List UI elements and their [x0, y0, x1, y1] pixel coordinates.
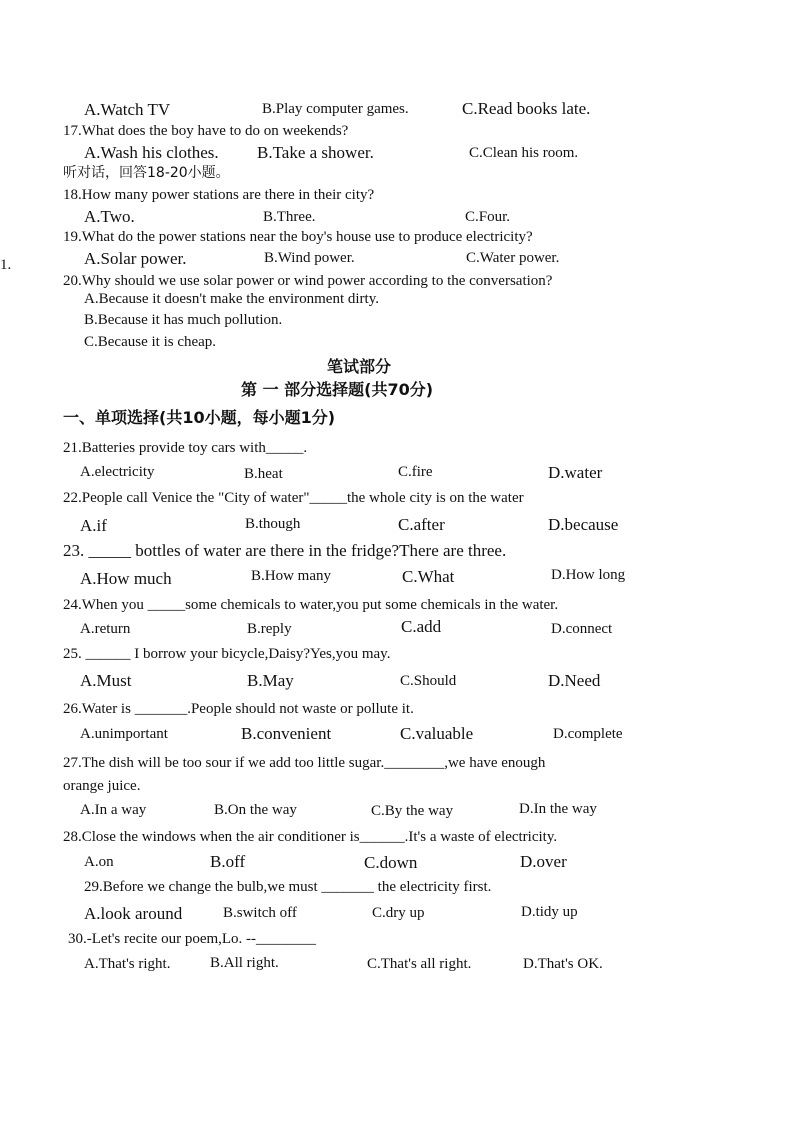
q22-option-b: B.though: [245, 516, 301, 532]
q30-option-a: A.That's right.: [84, 956, 171, 972]
q20-stem: 20.Why should we use solar power or wind power according to the conversation?: [63, 273, 553, 289]
q23-option-a: A.How much: [80, 569, 172, 588]
q21-option-b: B.heat: [244, 466, 283, 482]
q26-stem: 26.Water is _______.People should not waste or pollute it.: [63, 701, 414, 717]
q22-option-c: C.after: [398, 515, 445, 534]
q18-stem: 18.How many power stations are there in their city?: [63, 187, 375, 203]
q22-stem: 22.People call Venice the "City of water"_____the whole city is on the water: [63, 490, 524, 506]
section-title: 笔试部分: [327, 357, 392, 376]
q24-option-c: C.add: [401, 617, 442, 636]
q21-option-c: C.fire: [398, 464, 433, 480]
q16-option-b: B.Play computer games.: [262, 101, 409, 117]
q30-option-d: D.That's OK.: [523, 956, 603, 972]
q28-option-c: C.down: [364, 853, 418, 872]
q28-stem: 28.Close the windows when the air conditioner is______.It's a waste of electricity.: [63, 829, 558, 845]
q21-option-d: D.water: [548, 463, 603, 482]
q25-option-d: D.Need: [548, 671, 601, 690]
q27-option-d: D.In the way: [519, 801, 597, 817]
q28-option-a: A.on: [84, 854, 114, 870]
q29-option-d: D.tidy up: [521, 904, 578, 920]
q27-option-c: C.By the way: [371, 803, 454, 819]
q29-option-c: C.dry up: [372, 905, 425, 921]
q22-option-a: A.if: [80, 516, 107, 535]
q21-stem: 21.Batteries provide toy cars with_____.: [63, 440, 308, 456]
q20-option-c: C.Because it is cheap.: [84, 334, 217, 350]
margin-marker: 1.: [0, 257, 12, 273]
q25-option-c: C.Should: [400, 673, 457, 689]
q23-stem: 23. _____ bottles of water are there in the fridge?There are three.: [63, 541, 507, 560]
q23-option-c: C.What: [402, 567, 455, 586]
section1-title: 一、单项选择(共10小题，每小题1分): [63, 408, 336, 427]
q29-stem: 29.Before we change the bulb,we must _______ the electricity first.: [84, 879, 492, 895]
q24-option-b: B.reply: [247, 621, 292, 637]
q19-option-b: B.Wind power.: [264, 250, 355, 266]
q19-stem: 19.What do the power stations near the boy's house use to produce electricity?: [63, 229, 533, 245]
q27-option-b: B.On the way: [214, 802, 297, 818]
q27-stem: 27.The dish will be too sour if we add too little sugar.________,we have enough: [63, 755, 546, 771]
q20-option-b: B.Because it has much pollution.: [84, 312, 283, 328]
q20-option-a: A.Because it doesn't make the environment dirty.: [84, 291, 379, 307]
listening-instruction: 听对话，回答18-20小题。: [63, 165, 230, 181]
q17-option-b: B.Take a shower.: [257, 143, 374, 162]
q24-option-d: D.connect: [551, 621, 613, 637]
q24-option-a: A.return: [80, 621, 131, 637]
q23-option-b: B.How many: [251, 568, 331, 584]
q16-option-c: C.Read books late.: [462, 99, 591, 118]
q28-option-b: B.off: [210, 852, 246, 871]
q18-option-a: A.Two.: [84, 207, 135, 226]
q16-option-a: A.Watch TV: [84, 100, 171, 119]
q26-option-d: D.complete: [553, 726, 623, 742]
q29-option-b: B.switch off: [223, 905, 297, 921]
q30-option-c: C.That's all right.: [367, 956, 472, 972]
q25-stem: 25. ______ I borrow your bicycle,Daisy?Yes,you may.: [63, 646, 391, 662]
q28-option-d: D.over: [520, 852, 567, 871]
q23-option-d: D.How long: [551, 567, 626, 583]
q24-stem: 24.When you _____some chemicals to water,you put some chemicals in the water.: [63, 597, 559, 613]
q22-option-d: D.because: [548, 515, 619, 534]
q30-stem: 30.-Let's recite our poem,Lo. --________: [68, 931, 317, 947]
q26-option-b: B.convenient: [241, 724, 332, 743]
q21-option-a: A.electricity: [80, 464, 155, 480]
q18-option-b: B.Three.: [263, 209, 316, 225]
q27-stem-continued: orange juice.: [63, 778, 141, 794]
q30-option-b: B.All right.: [210, 955, 279, 971]
q17-option-c: C.Clean his room.: [469, 145, 579, 161]
q26-option-a: A.unimportant: [80, 726, 168, 742]
q19-option-a: A.Solar power.: [84, 249, 187, 268]
q26-option-c: C.valuable: [400, 724, 474, 743]
q18-option-c: C.Four.: [465, 209, 511, 225]
q17-stem: 17.What does the boy have to do on weekends?: [63, 123, 349, 139]
q25-option-b: B.May: [247, 671, 294, 690]
q29-option-a: A.look around: [84, 904, 183, 923]
part-title: 第 一 部分选择题(共70分): [241, 380, 434, 399]
q19-option-c: C.Water power.: [466, 250, 560, 266]
q17-option-a: A.Wash his clothes.: [84, 143, 219, 162]
q27-option-a: A.In a way: [80, 802, 147, 818]
q25-option-a: A.Must: [80, 671, 132, 690]
